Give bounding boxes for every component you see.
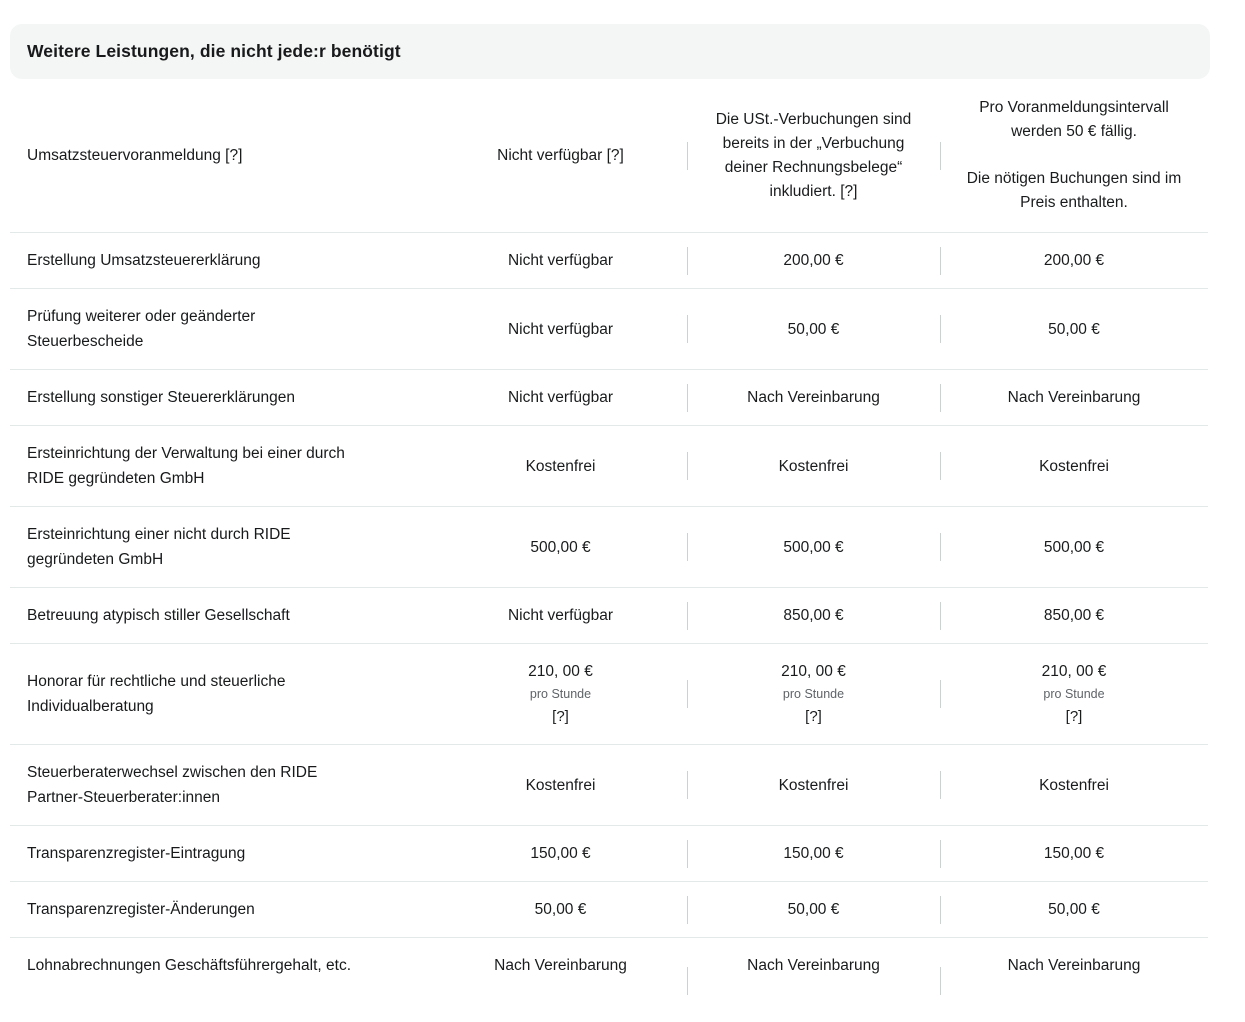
cell-value: 50,00 € — [1048, 901, 1100, 918]
cell-subtext: pro Stunde — [782, 687, 845, 701]
cell-value: 210, 00 € — [781, 663, 846, 680]
cell-value: 150,00 € — [530, 845, 591, 862]
plan-2-value-cell — [687, 588, 940, 643]
service-label: Prüfung weiterer oder geänderter Steuerbescheide — [27, 308, 256, 350]
cell-value: 210, 00 € — [528, 663, 593, 680]
service-label-cell — [10, 289, 434, 369]
cell-value: Nach Vereinbarung — [494, 957, 627, 974]
cell-value: 50,00 € — [787, 901, 840, 918]
service-label: Lohnabrechnungen Geschäftsführergehalt, etc. — [27, 957, 352, 974]
service-label: Umsatzsteuervoranmeldung [?] — [27, 147, 243, 164]
help-tooltip-icon[interactable]: [?] — [805, 708, 822, 725]
section-title: Weitere Leistungen, die nicht jede:r benötigt — [27, 41, 401, 61]
plan-2-value-cell — [687, 938, 940, 1022]
section-header — [10, 24, 1210, 79]
service-label-cell — [10, 233, 434, 288]
service-label-cell — [10, 507, 434, 587]
cell-value: Die USt.-Verbuchungen sind bereits in der „Verbuchung deiner Rechnungsbelege“ inkludiert. [?] — [715, 110, 912, 200]
cell-value: 210, 00 € — [1041, 663, 1107, 680]
cell-value: Nicht verfügbar — [507, 389, 614, 406]
plan-1-value-cell — [434, 644, 687, 744]
cell-subtext: pro Stunde — [1043, 687, 1105, 701]
service-label: Ersteinrichtung einer nicht durch RIDE gegründeten GmbH — [27, 526, 291, 568]
plan-2-value-cell — [687, 644, 940, 744]
service-label-cell — [10, 938, 434, 1022]
plan-1-value-cell — [434, 426, 687, 506]
cell-value: 50,00 € — [787, 320, 840, 338]
service-label-cell — [10, 882, 434, 937]
plan-3-value-cell — [940, 826, 1208, 881]
services-table — [10, 79, 1208, 1022]
service-label: Honorar für rechtliche und steuerliche Individualberatung — [27, 673, 286, 715]
plan-2-value-cell — [687, 289, 940, 369]
plan-2-value-cell — [687, 79, 940, 232]
table-row — [10, 882, 1208, 938]
plan-3-value-cell — [940, 426, 1208, 506]
plan-1-value-cell — [434, 370, 687, 425]
plan-3-value-cell — [940, 79, 1208, 232]
cell-value: 150,00 € — [1043, 845, 1105, 862]
service-label: Ersteinrichtung der Verwaltung bei einer durch RIDE gegründeten GmbH — [27, 445, 345, 487]
plan-3-value-cell — [940, 370, 1208, 425]
plan-1-value-cell — [434, 233, 687, 288]
plan-2-value-cell — [687, 507, 940, 587]
service-label-cell — [10, 745, 434, 825]
service-label-cell — [10, 370, 434, 425]
cell-value: Nicht verfügbar — [507, 252, 614, 269]
plan-3-value-cell — [940, 289, 1208, 369]
table-row — [10, 826, 1208, 882]
service-label-cell — [10, 79, 434, 232]
cell-value: Kostenfrei — [525, 776, 596, 794]
plan-1-value-cell — [434, 745, 687, 825]
service-label: Betreuung atypisch stiller Gesellschaft — [27, 607, 290, 624]
plan-2-value-cell — [687, 745, 940, 825]
cell-value: 200,00 € — [1043, 252, 1105, 269]
plan-3-value-cell — [940, 233, 1208, 288]
cell-value: 50,00 € — [534, 901, 587, 918]
cell-value: Nicht verfügbar — [507, 320, 614, 338]
service-label-cell — [10, 644, 434, 744]
table-row — [10, 507, 1208, 588]
cell-value: Nach Vereinbarung — [747, 389, 880, 406]
help-tooltip-icon[interactable]: [?] — [1065, 708, 1083, 725]
cell-subtext: pro Stunde — [529, 687, 592, 701]
cell-value: 850,00 € — [1043, 607, 1105, 624]
table-row — [10, 79, 1208, 233]
cell-value: Nicht verfügbar [?] — [497, 146, 624, 164]
service-label: Erstellung sonstiger Steuererklärungen — [27, 389, 295, 406]
cell-value: 150,00 € — [783, 845, 844, 862]
cell-value: Nach Vereinbarung — [1007, 957, 1141, 974]
table-row — [10, 938, 1208, 1022]
table-row — [10, 370, 1208, 426]
plan-3-value-cell — [940, 588, 1208, 643]
service-label: Transparenzregister-Eintragung — [27, 845, 246, 862]
plan-2-value-cell — [687, 370, 940, 425]
plan-3-value-cell — [940, 882, 1208, 937]
plan-1-value-cell — [434, 507, 687, 587]
table-row — [10, 233, 1208, 289]
table-row — [10, 426, 1208, 507]
cell-value: Nicht verfügbar — [507, 607, 614, 624]
help-tooltip-icon[interactable]: [?] — [552, 708, 569, 725]
plan-1-value-cell — [434, 938, 687, 1022]
plan-3-value-cell — [940, 507, 1208, 587]
plan-2-value-cell — [687, 826, 940, 881]
table-row — [10, 289, 1208, 370]
cell-value: 500,00 € — [530, 538, 591, 556]
service-label-cell — [10, 426, 434, 506]
table-row — [10, 588, 1208, 644]
cell-value: Kostenfrei — [1039, 776, 1109, 794]
cell-value: 500,00 € — [1043, 538, 1105, 556]
cell-paragraph: Die nötigen Buchungen sind im Preis enthalten. — [966, 170, 1182, 211]
cell-value: Kostenfrei — [1039, 457, 1109, 475]
plan-3-value-cell — [940, 644, 1208, 744]
plan-1-value-cell — [434, 588, 687, 643]
plan-2-value-cell — [687, 233, 940, 288]
cell-value: Kostenfrei — [778, 776, 849, 794]
plan-2-value-cell — [687, 426, 940, 506]
service-label: Transparenzregister-Änderungen — [27, 901, 255, 918]
service-label-cell — [10, 588, 434, 643]
service-label: Erstellung Umsatzsteuererklärung — [27, 252, 261, 269]
table-row — [10, 644, 1208, 745]
service-label: Steuerberaterwechsel zwischen den RIDE Partner-Steuerberater:innen — [27, 764, 318, 806]
plan-1-value-cell — [434, 79, 687, 232]
cell-value: Kostenfrei — [525, 457, 596, 475]
plan-3-value-cell — [940, 938, 1208, 1022]
cell-value: Nach Vereinbarung — [747, 957, 880, 974]
cell-value: Nach Vereinbarung — [1007, 389, 1141, 406]
table-row — [10, 745, 1208, 826]
cell-value: 500,00 € — [783, 538, 844, 556]
cell-paragraph: Pro Voranmeldungsintervall werden 50 € fällig. — [979, 99, 1169, 140]
cell-value: 50,00 € — [1048, 320, 1100, 338]
plan-3-value-cell — [940, 745, 1208, 825]
service-label-cell — [10, 826, 434, 881]
plan-1-value-cell — [434, 826, 687, 881]
cell-value: 200,00 € — [783, 252, 844, 269]
cell-value: Kostenfrei — [778, 457, 849, 475]
cell-value: 850,00 € — [783, 607, 844, 624]
plan-1-value-cell — [434, 289, 687, 369]
plan-1-value-cell — [434, 882, 687, 937]
plan-2-value-cell — [687, 882, 940, 937]
